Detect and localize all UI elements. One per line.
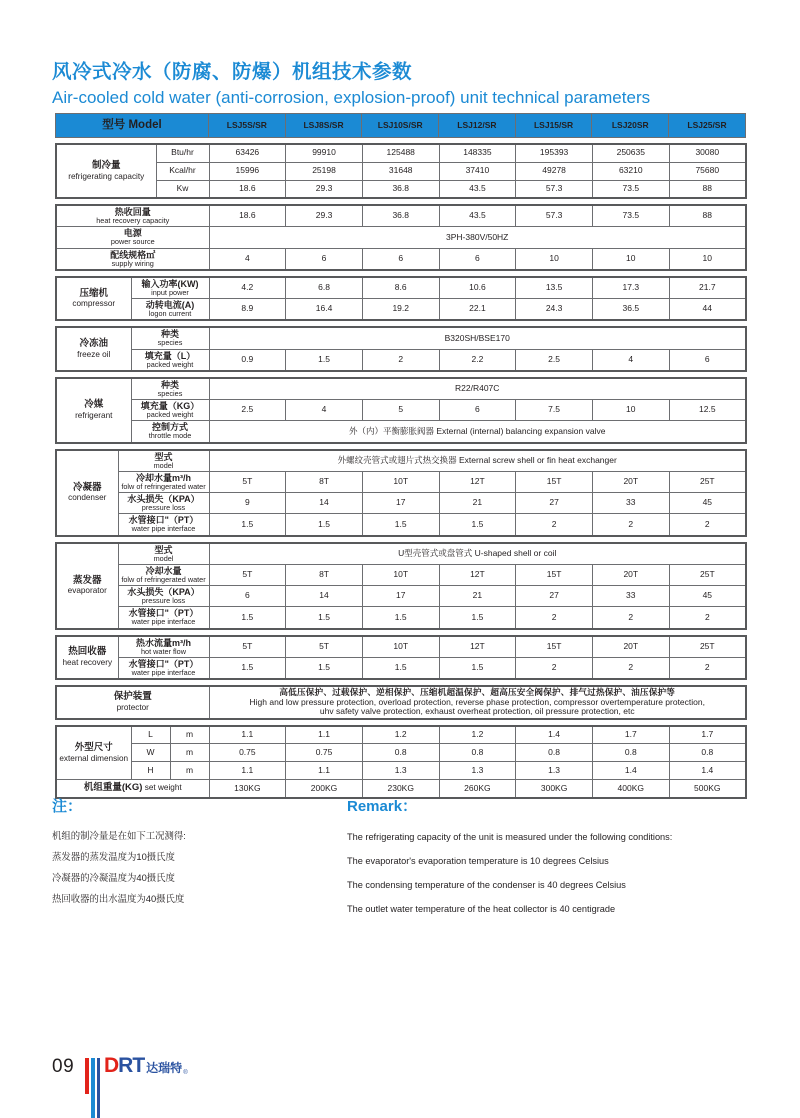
cell: 0.8: [516, 744, 593, 762]
cell: 33: [592, 586, 669, 607]
unit-kcal: Kcal/hr: [156, 162, 209, 180]
cell: 2.5: [516, 349, 593, 371]
table-row: [56, 636, 746, 658]
note-line: 冷凝器的冷凝温度为40摄氏度: [52, 872, 175, 883]
cell: 16.4: [286, 299, 363, 321]
table-row: [56, 277, 746, 299]
dimension-weight-table: [55, 725, 747, 799]
cell: 300KG: [516, 780, 593, 798]
cell: 73.5: [592, 205, 669, 227]
table-row: [56, 144, 746, 162]
cell: 1.1: [286, 726, 363, 744]
cell: 1.5: [439, 657, 516, 679]
table-row: [56, 564, 746, 585]
cell: 44: [669, 299, 746, 321]
row-label-refrigerant: 冷媒 refrigerant: [56, 378, 131, 443]
cell: 5T: [209, 636, 286, 658]
protector-line-en2: uhv safety valve protection, exhaust overheat protection, oil pressure protection, etc: [319, 706, 635, 717]
table-row: [56, 657, 746, 679]
sub-label-evaporator-model: 型式 model: [118, 543, 209, 565]
protector-line-cn: 高低压保护、过载保护、逆相保护、压缩机超温保护、超高压安全阀保护、排气过热保护、油压保护等: [279, 687, 676, 697]
cell: 18.6: [209, 205, 286, 227]
table-row: [56, 349, 746, 371]
sub-label-oil-species: 种类 species: [131, 327, 209, 349]
cell: 15T: [516, 564, 593, 585]
cell: 1.5: [286, 657, 363, 679]
table-row: [56, 378, 746, 400]
cell: 43.5: [439, 205, 516, 227]
cell: 63426: [209, 144, 286, 162]
cell: 13.5: [516, 277, 593, 299]
row-label-condenser: 冷凝器 condenser: [56, 450, 118, 536]
cell: 1.5: [439, 514, 516, 536]
evaporator-model-value: U型壳管式或盘管式 U-shaped shell or coil: [209, 543, 746, 565]
cell: 1.3: [362, 762, 439, 780]
table-row: [56, 162, 746, 180]
cell: 0.8: [439, 744, 516, 762]
dimension-axis-l: L: [131, 726, 170, 744]
cell: 75680: [669, 162, 746, 180]
cell: 2.2: [439, 349, 516, 371]
cell: 21: [439, 493, 516, 514]
cell: 63210: [592, 162, 669, 180]
cell: 1.2: [439, 726, 516, 744]
cell: 7.5: [516, 400, 593, 421]
note-line: The evaporator's evaporation temperature is 10 degrees Celsius: [347, 856, 609, 866]
cell: 0.9: [209, 349, 286, 371]
cell: 88: [669, 205, 746, 227]
cell: 9: [209, 493, 286, 514]
page-title-cn: 风冷式冷水（防腐、防爆）机组技术参数: [52, 61, 413, 83]
dimension-unit-h: m: [170, 762, 209, 780]
sub-label-refrigerant-packed-weight: 填充量（KG） packed weight: [131, 400, 209, 421]
model-header-table: [55, 113, 746, 138]
cell: 1.7: [669, 726, 746, 744]
freeze-oil-table: [55, 326, 747, 372]
note-line: 热回收器的出水温度为40摄氏度: [52, 893, 185, 904]
cell: 57.3: [516, 180, 593, 198]
sub-label-condenser-model: 型式 model: [118, 450, 209, 472]
cell: 99910: [286, 144, 363, 162]
model-col-0: LSJ5S/SR: [209, 114, 286, 138]
sub-label-refrigerant-species: 种类 species: [131, 378, 209, 400]
condenser-model-value: 外螺纹壳管式或翅片式热交换器 External screw shell or fin heat exchanger: [209, 450, 746, 472]
cell: 19.2: [362, 299, 439, 321]
cell: 25198: [286, 162, 363, 180]
cell: 10: [516, 248, 593, 270]
cell: 1.5: [209, 514, 286, 536]
table-row: [56, 327, 746, 349]
cell: 0.8: [592, 744, 669, 762]
cell: 4.2: [209, 277, 286, 299]
footer-blue-bar-2: [97, 1058, 100, 1118]
cell: 73.5: [592, 180, 669, 198]
cell: 6: [362, 248, 439, 270]
notes-english: [347, 795, 767, 921]
cell: 0.75: [209, 744, 286, 762]
sub-label-input-power: 输入功率(KW) input power: [131, 277, 209, 299]
cell: 230KG: [362, 780, 439, 798]
cell: 49278: [516, 162, 593, 180]
table-row: [56, 205, 746, 227]
cell: 37410: [439, 162, 516, 180]
row-label-compressor: 压缩机 compressor: [56, 277, 131, 321]
cell: 148335: [439, 144, 516, 162]
model-col-5: LSJ20SR: [592, 114, 669, 138]
cell: 20T: [592, 471, 669, 492]
cell: 200KG: [286, 780, 363, 798]
heat-recovery-table: [55, 635, 747, 681]
cell: 500KG: [669, 780, 746, 798]
cell: 2: [592, 657, 669, 679]
row-label-evaporator: 蒸发器 evaporator: [56, 543, 118, 629]
cell: 29.3: [286, 180, 363, 198]
dimension-axis-h: H: [131, 762, 170, 780]
cell: 2: [669, 607, 746, 629]
cell: 1.3: [516, 762, 593, 780]
cell: 25T: [669, 564, 746, 585]
table-row: [56, 450, 746, 472]
note-line: The outlet water temperature of the heat collector is 40 centigrade: [347, 904, 616, 914]
row-label-external-dimension: 外型尺寸 external dimension: [56, 726, 131, 780]
cell: 45: [669, 586, 746, 607]
row-label-heat-recovery-capacity: 热收回量 heat recovery capacity: [56, 205, 209, 227]
logo-letter-d: D: [104, 1054, 119, 1077]
page-title-group: [52, 60, 764, 109]
cell: 1.5: [286, 349, 363, 371]
cell: 8T: [286, 564, 363, 585]
logo-chinese-name: 达瑞特: [146, 1061, 183, 1075]
cell: 0.8: [669, 744, 746, 762]
cell: 30080: [669, 144, 746, 162]
unit-kw: Kw: [156, 180, 209, 198]
sub-label-evaporator-pipe-interface: 水管接口"（PT） water pipe interface: [118, 607, 209, 629]
notes-heading-cn: 注：: [52, 798, 83, 815]
sub-label-heat-recovery-pipe-interface: 水管接口"（PT） water pipe interface: [118, 657, 209, 679]
cell: 22.1: [439, 299, 516, 321]
note-line: The condensing temperature of the condenser is 40 degrees Celsius: [347, 880, 626, 890]
cell: 2: [516, 657, 593, 679]
cell: 2: [669, 514, 746, 536]
cell: 17: [362, 493, 439, 514]
table-row: [56, 543, 746, 565]
sub-label-oil-packed-weight: 填充量（L） packed weight: [131, 349, 209, 371]
sub-label-evaporator-pressure-loss: 水头损失（KPA） pressure loss: [118, 586, 209, 607]
table-row: [56, 744, 746, 762]
table-row: [56, 114, 746, 138]
sub-label-hot-water-flow: 热水流量m³/h hot water flow: [118, 636, 209, 658]
cell: 17: [362, 586, 439, 607]
cell: 1.5: [209, 657, 286, 679]
table-row: [56, 493, 746, 514]
cell: 10: [669, 248, 746, 270]
cell: 2: [592, 514, 669, 536]
power-source-value: 3PH-380V/50HZ: [209, 227, 746, 248]
cell: 6: [286, 248, 363, 270]
cell: 5T: [209, 471, 286, 492]
cell: 6: [209, 586, 286, 607]
protector-content: [209, 686, 746, 719]
cell: 33: [592, 493, 669, 514]
compressor-table: [55, 276, 747, 322]
cell: 27: [516, 586, 593, 607]
cell: 2: [516, 514, 593, 536]
cell: 1.5: [362, 607, 439, 629]
cell: 5T: [209, 564, 286, 585]
cell: 10: [592, 248, 669, 270]
unit-btu: Btu/hr: [156, 144, 209, 162]
cell: 1.5: [362, 514, 439, 536]
cell: 1.1: [209, 726, 286, 744]
note-line: 蒸发器的蒸发温度为10摄氏度: [52, 851, 175, 862]
cell: 31648: [362, 162, 439, 180]
cell: 4: [592, 349, 669, 371]
cell: 15T: [516, 636, 593, 658]
cell: 12T: [439, 564, 516, 585]
specification-tables: [55, 113, 745, 804]
cell: 1.4: [516, 726, 593, 744]
cell: 36.8: [362, 205, 439, 227]
page-footer: [0, 1030, 800, 1092]
sub-label-evaporator-flow: 冷却水量 folw of refringerated water: [118, 564, 209, 585]
refrigerating-capacity-table: [55, 143, 747, 199]
cell: 1.4: [669, 762, 746, 780]
cell: 1.5: [439, 607, 516, 629]
dimension-axis-w: W: [131, 744, 170, 762]
condenser-table: [55, 449, 747, 537]
cell: 4: [209, 248, 286, 270]
cell: 25T: [669, 636, 746, 658]
table-row: [56, 607, 746, 629]
cell: 10: [592, 400, 669, 421]
logo-letters-rt: RT: [118, 1054, 145, 1077]
cell: 1.2: [362, 726, 439, 744]
cell: 12T: [439, 471, 516, 492]
cell: 1.5: [209, 607, 286, 629]
cell: 1.7: [592, 726, 669, 744]
model-col-2: LSJ10S/SR: [362, 114, 439, 138]
cell: 195393: [516, 144, 593, 162]
cell: 43.5: [439, 180, 516, 198]
cell: 27: [516, 493, 593, 514]
table-row: [56, 762, 746, 780]
row-label-refrigerating: 制冷量 refrigerating capacity: [56, 144, 156, 198]
dimension-unit-l: m: [170, 726, 209, 744]
table-row: [56, 726, 746, 744]
table-row: [56, 227, 746, 248]
sub-label-condenser-pipe-interface: 水管接口"（PT） water pipe interface: [118, 514, 209, 536]
cell: 4: [286, 400, 363, 421]
cell: 14: [286, 493, 363, 514]
cell: 88: [669, 180, 746, 198]
note-line: The refrigerating capacity of the unit is measured under the following conditions:: [347, 832, 673, 842]
cell: 36.8: [362, 180, 439, 198]
cell: 2: [669, 657, 746, 679]
table-row: [56, 514, 746, 536]
cell: 57.3: [516, 205, 593, 227]
footer-blue-bar-1: [91, 1058, 95, 1118]
cell: 2.5: [209, 400, 286, 421]
cell: 0.8: [362, 744, 439, 762]
row-label-supply-wiring: 配线规格㎡ supply wiring: [56, 248, 209, 270]
registered-trademark-icon: ®: [183, 1070, 188, 1076]
cell: 12T: [439, 636, 516, 658]
cell: 29.3: [286, 205, 363, 227]
power-supply-table: [55, 204, 747, 271]
cell: 10T: [362, 636, 439, 658]
cell: 10.6: [439, 277, 516, 299]
cell: 8T: [286, 471, 363, 492]
cell: 24.3: [516, 299, 593, 321]
cell: 125488: [362, 144, 439, 162]
table-row: [56, 180, 746, 198]
dimension-unit-w: m: [170, 744, 209, 762]
cell: 250635: [592, 144, 669, 162]
sub-label-condenser-flow: 冷却水量m³/h folw of refringerated water: [118, 471, 209, 492]
protector-line-en1: High and low pressure protection, overload protection, reverse phase protection, compressor overtemperature protection,: [249, 696, 705, 707]
page-number: 09: [52, 1056, 75, 1077]
cell: 130KG: [209, 780, 286, 798]
freeze-oil-species-value: B320SH/BSE170: [209, 327, 746, 349]
cell: 1.1: [286, 762, 363, 780]
refrigerant-table: [55, 377, 747, 444]
model-col-3: LSJ12/SR: [439, 114, 516, 138]
cell: 45: [669, 493, 746, 514]
cell: 5T: [286, 636, 363, 658]
cell: 400KG: [592, 780, 669, 798]
refrigerant-species-value: R22/R407C: [209, 378, 746, 400]
cell: 6: [439, 248, 516, 270]
cell: 10T: [362, 564, 439, 585]
cell: 1.5: [286, 607, 363, 629]
table-row: [56, 248, 746, 270]
cell: 5: [362, 400, 439, 421]
row-label-heat-recovery: 热回收器 heat recovery: [56, 636, 118, 680]
row-label-set-weight: 机组重量(KG) set weight: [56, 780, 209, 798]
table-row: [56, 421, 746, 443]
table-row: [56, 586, 746, 607]
table-row: [56, 471, 746, 492]
row-label-power-source: 电源 power source: [56, 227, 209, 248]
cell: 2: [362, 349, 439, 371]
cell: 15T: [516, 471, 593, 492]
brand-logo: [104, 1054, 188, 1076]
cell: 2: [516, 607, 593, 629]
cell: 8.9: [209, 299, 286, 321]
protector-table: [55, 685, 747, 720]
cell: 1.5: [286, 514, 363, 536]
cell: 21.7: [669, 277, 746, 299]
cell: 0.75: [286, 744, 363, 762]
cell: 6.8: [286, 277, 363, 299]
sub-label-throttle-mode: 控制方式 throttle mode: [131, 421, 209, 443]
model-label: 型号 Model: [56, 114, 209, 138]
notes-heading-en: Remark：: [347, 798, 418, 815]
cell: 15996: [209, 162, 286, 180]
evaporator-table: [55, 542, 747, 630]
row-label-protector: 保护装置 protector: [56, 686, 209, 719]
model-col-1: LSJ8S/SR: [285, 114, 362, 138]
footer-red-bar: [85, 1058, 89, 1094]
cell: 260KG: [439, 780, 516, 798]
cell: 6: [439, 400, 516, 421]
cell: 10T: [362, 471, 439, 492]
cell: 6: [669, 349, 746, 371]
table-row: [56, 299, 746, 321]
table-row: [56, 686, 746, 719]
note-line: 机组的制冷量是在如下工况测得:: [52, 830, 186, 841]
throttle-mode-value: 外（内）平衡膨胀阀器 External (internal) balancing expansion valve: [209, 421, 746, 443]
cell: 2: [592, 607, 669, 629]
model-col-6: LSJ25/SR: [669, 114, 746, 138]
cell: 17.3: [592, 277, 669, 299]
cell: 1.5: [362, 657, 439, 679]
table-row: [56, 400, 746, 421]
model-col-4: LSJ15/SR: [515, 114, 592, 138]
cell: 1.4: [592, 762, 669, 780]
cell: 20T: [592, 636, 669, 658]
cell: 18.6: [209, 180, 286, 198]
cell: 21: [439, 586, 516, 607]
cell: 1.3: [439, 762, 516, 780]
cell: 12.5: [669, 400, 746, 421]
cell: 8.6: [362, 277, 439, 299]
cell: 25T: [669, 471, 746, 492]
sub-label-condenser-pressure-loss: 水头损失（KPA） pressure loss: [118, 493, 209, 514]
notes-chinese: [52, 795, 347, 909]
page-title-en: Air-cooled cold water (anti-corrosion, explosion-proof) unit technical parameters: [52, 88, 651, 107]
sub-label-logon-current: 动转电流(A) logon current: [131, 299, 209, 321]
cell: 20T: [592, 564, 669, 585]
cell: 36.5: [592, 299, 669, 321]
row-label-freeze-oil: 冷冻油 freeze oil: [56, 327, 131, 371]
cell: 14: [286, 586, 363, 607]
cell: 1.1: [209, 762, 286, 780]
